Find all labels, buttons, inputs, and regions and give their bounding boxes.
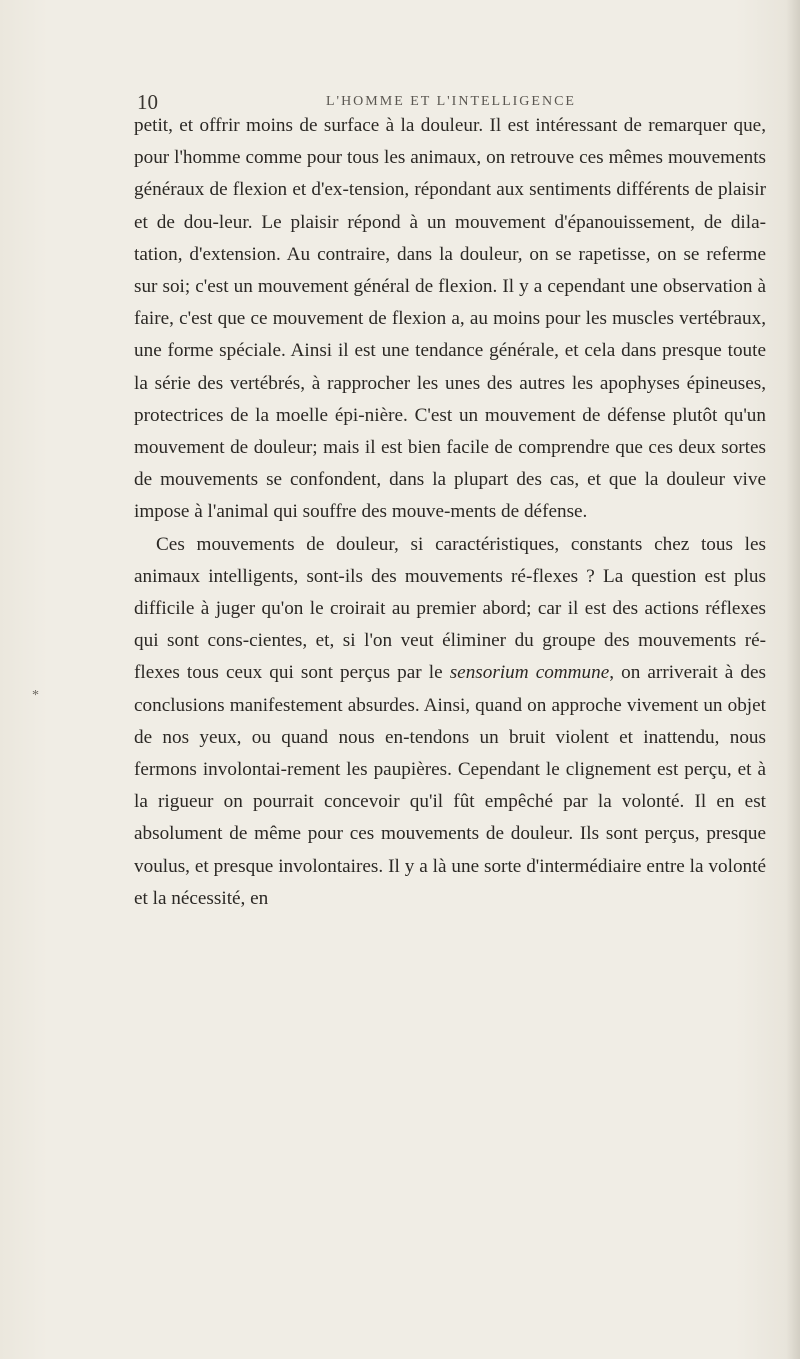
body-text: [134, 110, 766, 915]
paragraph-1: petit, et offrir moins de surface à la douleur. Il est intéressant de remarquer que, pour l'homme comme pour tous les animaux, on retrouve ces mêmes mouvements généraux de flexion et d'ex-tension, répondant aux sentiments différents de plaisir et de dou-leur. Le plaisir répond à un mouvement d'épanouissement, de dila-tation, d'extension. Au contraire, dans la douleur, on se rapetisse, on se referme sur soi; c'est un mouvement général de flexion. Il y a cependant une observation à faire, c'est que ce mouvement de flexion a, au moins pour les muscles vertébraux, une forme spéciale. Ainsi il est une tendance générale, et cela dans presque toute la série des vertébrés, à rapprocher les unes des autres les apophyses épineuses, protectrices de la moelle épi-nière. C'est un mouvement de défense plutôt qu'un mouvement de douleur; mais il est bien facile de comprendre que ces deux sortes de mouvements se confondent, dans la plupart des cas, et que la douleur vive impose à l'animal qui souffre des mouve-ments de défense.: [134, 115, 766, 523]
paragraph-2-italic-term: sensorium commune: [449, 662, 610, 684]
margin-mark: *: [32, 688, 39, 703]
paragraph-2-text-after: , on arriverait à des conclusions manifestement absurdes. Ainsi, quand on approche vivement un objet de nos yeux, ou quand nous en-tendons un bruit violent et inattendu, nous fermons involontai-rement les paupières. Cependant le clignement est perçu, et à la rigueur on pourrait concevoir qu'il fût empêché par la volonté. Il en est absolument de même pour ces mouvements de douleur. Ils sont perçus, presque voulus, et presque involontaires. Il y a là une sorte d'intermédiaire entre la volonté et la nécessité, en: [134, 662, 766, 909]
paragraph-2-text-before: Ces mouvements de douleur, si caractéristiques, constants chez tous les animaux intelligents, sont-ils des mouvements ré-flexes ? La question est plus difficile à juger qu'on le croirait au premier abord; car il est des actions réflexes qui sont cons-cientes, et, si l'on veut éliminer du groupe des mouvements ré-flexes tous ceux qui sont perçus par le: [134, 533, 766, 684]
page-edge-shadow: [786, 0, 800, 1359]
page-number: 10: [137, 90, 158, 114]
paragraph-2: [134, 529, 766, 915]
running-title: L'HOMME ET L'INTELLIGENCE: [326, 94, 576, 109]
